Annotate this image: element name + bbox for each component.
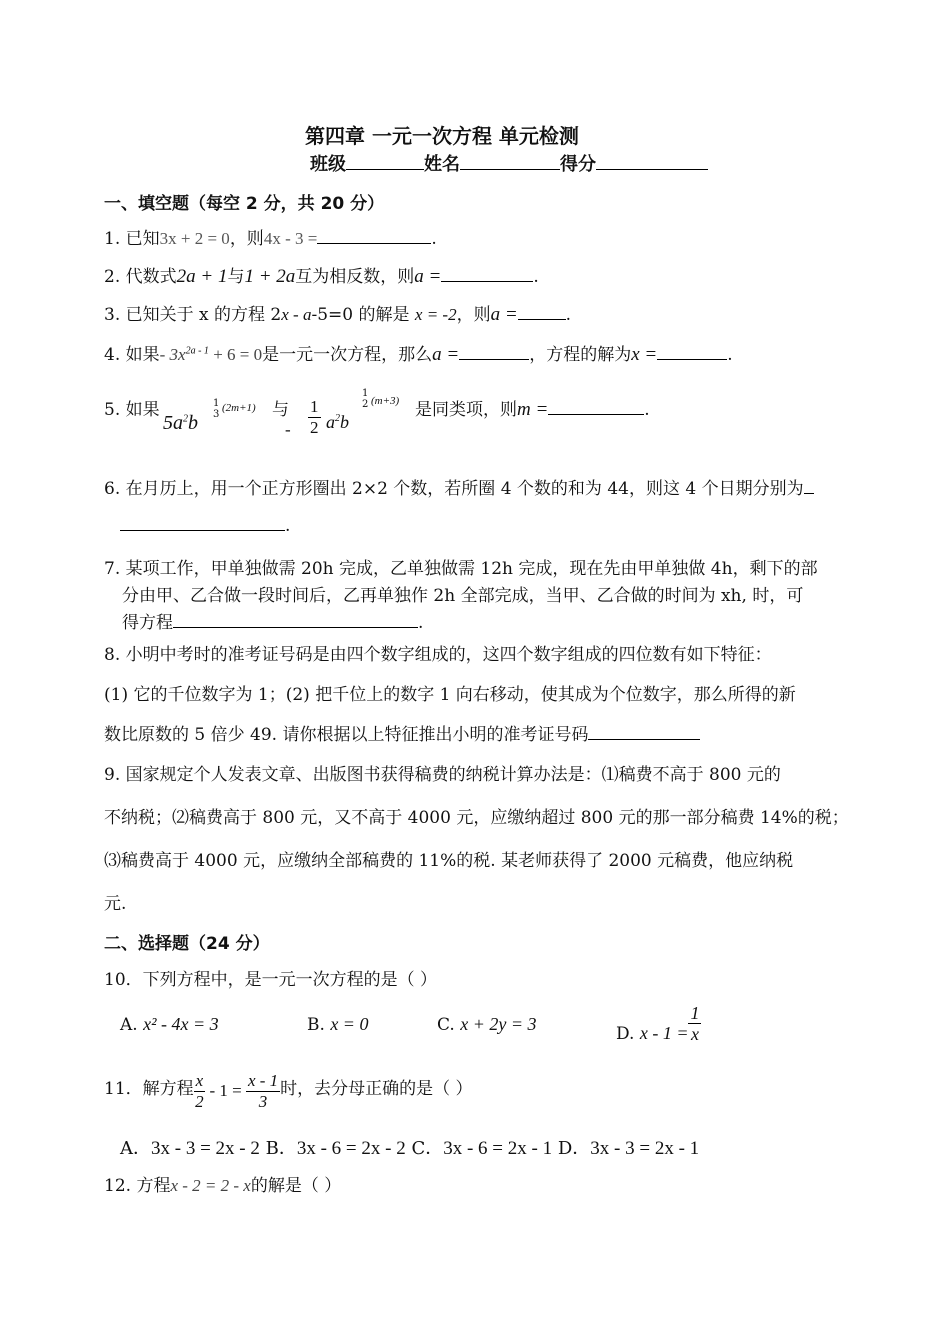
q3-text-b: -5=0 的解是 (311, 305, 410, 325)
q5-half2-num: 1 (362, 388, 369, 399)
q8-line2: (1) 它的千位数字为 1；(2) 把千位上的数字 1 向右移动，使其成为个位数字，那么所得的新 (104, 685, 796, 705)
q4-answer-blank-a[interactable] (459, 341, 529, 360)
q2-text-c: 互为相反数，则 (295, 267, 415, 287)
class-label: 班级 (310, 154, 346, 175)
q4-exponent: 2a - 1 (185, 345, 209, 357)
question-4 (104, 340, 733, 366)
q2-answer-blank[interactable] (441, 263, 533, 282)
q6-line2 (120, 512, 290, 536)
q1-answer-blank[interactable] (317, 225, 431, 244)
q5-term2-a: a (326, 412, 335, 432)
q5-term1-exp-text: (2m+1) (222, 402, 256, 414)
q2-end: . (533, 267, 539, 287)
q5-term1-coef: 5a (163, 412, 183, 434)
q7-answer-blank[interactable] (173, 609, 418, 628)
q11-a-label: A． (120, 1138, 151, 1159)
q5-text-a: 5. 如果 (104, 400, 160, 420)
q11-option-a[interactable] (120, 1138, 260, 1159)
q5-term2-exp-text: (m+3) (371, 395, 400, 407)
q5-term1-exp: 2 (183, 413, 188, 425)
q2-expr1: 2a + 1 (176, 266, 228, 287)
q11-num2: x - 1 (247, 1071, 279, 1090)
q10-option-d[interactable] (616, 1003, 701, 1044)
q9-line3: ⑶稿费高于 4000 元，应缴纳全部稿费的 11%的税. 某老师获得了 2000 元稿费，他应纳税 (104, 851, 794, 871)
q11-mid: - 1 = (205, 1081, 246, 1100)
q1-expression: 4x - 3 = (263, 229, 318, 248)
q10-a-eq: x² - 4x = 3 (143, 1014, 219, 1034)
q10-option-a[interactable] (120, 1014, 219, 1035)
q5-text-b: 与 (272, 400, 289, 420)
q4-text-b: 是一元一次方程，那么 (262, 345, 433, 365)
q4-x: x = (631, 344, 658, 365)
q10-c-eq: x + 2y = 3 (460, 1014, 537, 1034)
q2-var: a = (414, 266, 442, 287)
q7-line1: 7. 某项工作，甲单独做需 20h 完成，乙单独做需 12h 完成，现在先由甲单独做 4h，剩下的部 (104, 559, 818, 579)
class-blank[interactable] (346, 151, 424, 170)
q4-var: a = (432, 344, 460, 365)
q12-equation: x - 2 = 2 - x (170, 1176, 251, 1195)
q1-text-b: ，则 (229, 229, 264, 249)
q5-text-c: 是同类项，则 (415, 400, 517, 420)
q11-text-a: 11．解方程 (104, 1079, 194, 1099)
q11-c-label: C． (411, 1138, 444, 1159)
q3-text-a: 3. 已知关于 x 的方程 2 (104, 305, 282, 325)
name-label: 姓名 (424, 154, 460, 175)
q11-options (120, 1134, 699, 1160)
q1-end: . (431, 229, 437, 249)
q10-a-label: A. (120, 1015, 138, 1035)
q6-text: 6. 在月历上，用一个正方形圈出 2×2 个数，若所圈 4 个数的和为 44，则这 4 个日期分别为 (104, 479, 804, 499)
q11-b-label: B． (265, 1138, 297, 1159)
q5-term1-fraction-exp (213, 398, 219, 420)
question-12 (104, 1171, 341, 1196)
q5-term1-b: b (188, 412, 198, 434)
q7-line3-text: 得方程 (122, 613, 173, 633)
q7-line2: 分由甲、乙合做一段时间后，乙再单独作 2h 全部完成，当甲、乙合做的时间为 xh, 时，可 (122, 586, 804, 606)
q5-third-num: 1 (213, 398, 220, 409)
q11-text-b: 时，去分母正确的是（ ） (280, 1079, 473, 1099)
q8-line3-text: 数比原数的 5 倍少 49. 请你根据以上特征推出小明的准考证号码 (104, 725, 589, 745)
section1-heading: 一、填空题（每空 2 分，共 20 分） (104, 194, 385, 214)
q10-text: 10．下列方程中，是一元一次方程的是（ ） (104, 970, 438, 990)
question-1 (104, 224, 437, 249)
q5-term1 (163, 412, 198, 435)
q2-text-b: 与 (227, 267, 245, 287)
q4-rest: + 6 = 0 (208, 345, 263, 364)
q7-line3 (122, 608, 423, 633)
q3-mid: x - a (281, 305, 312, 324)
q5-term2 (326, 412, 349, 433)
student-info-line (310, 150, 708, 176)
q11-c-eq: 3x - 6 = 2x - 1 (443, 1138, 553, 1159)
q11-den1: 2 (195, 1092, 204, 1111)
q6-answer-blank-start[interactable] (804, 475, 814, 494)
q5-half-den: 2 (310, 418, 319, 437)
name-blank[interactable] (460, 151, 560, 170)
q4-end: . (727, 345, 733, 365)
score-blank[interactable] (596, 151, 708, 170)
q5-half-num: 1 (310, 397, 319, 416)
q4-term: - 3x (159, 345, 186, 364)
q12-text-a: 12. 方程 (104, 1176, 171, 1196)
q10-b-label: B. (307, 1015, 325, 1035)
q5-term2-b: b (340, 412, 349, 432)
q3-solution: x = -2 (414, 305, 457, 324)
q5-answer-blank[interactable] (548, 396, 644, 415)
section2-heading: 二、选择题（24 分） (104, 934, 270, 954)
q5-third-den: 3 (213, 409, 220, 420)
q8-line1: 8. 小明中考时的准考证号码是由四个数字组成的，这四个数字组成的四位数有如下特征： (104, 645, 772, 665)
q5-minus: - (285, 420, 291, 439)
question-2 (104, 262, 539, 288)
q9-line2: 不纳税；⑵稿费高于 800 元，又不高于 4000 元，应缴纳超过 800 元的那一部分稿费 14%的税； (104, 808, 849, 828)
q2-text-a: 2. 代数式 (104, 267, 177, 287)
q6-answer-blank[interactable] (120, 512, 285, 531)
q9-line1: 9. 国家规定个人发表文章、出版图书获得稿费的纳税计算办法是：⑴稿费不高于 800 元的 (104, 765, 781, 785)
page-title: 第四章 一元一次方程 单元检测 (305, 124, 579, 148)
q8-answer-blank[interactable] (588, 721, 700, 740)
q11-option-d[interactable] (558, 1138, 699, 1159)
q10-c-label: C. (437, 1015, 455, 1035)
q3-end: . (565, 305, 572, 325)
q2-expr2: 1 + 2a (244, 266, 296, 287)
question-6 (104, 474, 814, 499)
q11-num1: x (195, 1071, 204, 1090)
q1-text-a: 1. 已知 (104, 229, 160, 249)
q10-b-eq: x = 0 (330, 1014, 369, 1034)
q11-b-eq: 3x - 6 = 2x - 2 (296, 1138, 406, 1159)
q11-d-label: D． (557, 1138, 591, 1159)
q10-d-num: 1 (690, 1003, 700, 1023)
q11-a-eq: 3x - 3 = 2x - 2 (151, 1138, 260, 1159)
q5-half-fraction (308, 397, 321, 438)
score-label: 得分 (560, 154, 596, 175)
q12-text-b: 的解是（ ） (250, 1176, 342, 1196)
q3-var: a = (490, 304, 518, 325)
q6-end: . (285, 516, 291, 536)
q10-d-eq: x - 1 = (639, 1023, 689, 1043)
q10-d-den: x (690, 1024, 699, 1044)
q10-option-c[interactable] (437, 1014, 537, 1035)
q5-term2-exp: 2 (335, 413, 340, 424)
q11-option-b[interactable] (266, 1138, 406, 1159)
q5-var: m = (517, 399, 549, 420)
question-11 (104, 1071, 473, 1112)
q4-text-a: 4. 如果 (104, 345, 160, 365)
q4-answer-blank-x[interactable] (657, 341, 727, 360)
q7-end: . (418, 613, 424, 633)
q1-equation: 3x + 2 = 0 (159, 229, 230, 248)
q5-half2-den: 2 (362, 399, 369, 410)
q8-line3 (104, 720, 700, 745)
question-3 (104, 300, 571, 326)
q5-term2-fraction-exp (362, 388, 368, 410)
question-5 (104, 395, 160, 420)
q10-option-b[interactable] (307, 1014, 368, 1035)
q5-tail (415, 395, 650, 421)
q10-d-label: D. (616, 1024, 635, 1044)
q4-text-c: ，方程的解为 (529, 345, 632, 365)
q3-answer-blank[interactable] (518, 301, 566, 320)
q3-text-c: ，则 (456, 305, 491, 325)
q11-option-c[interactable] (411, 1138, 552, 1159)
q5-end: . (644, 400, 650, 420)
q11-d-eq: 3x - 3 = 2x - 1 (590, 1138, 700, 1159)
q11-den2: 3 (258, 1092, 268, 1111)
q9-line4: 元. (104, 894, 127, 914)
